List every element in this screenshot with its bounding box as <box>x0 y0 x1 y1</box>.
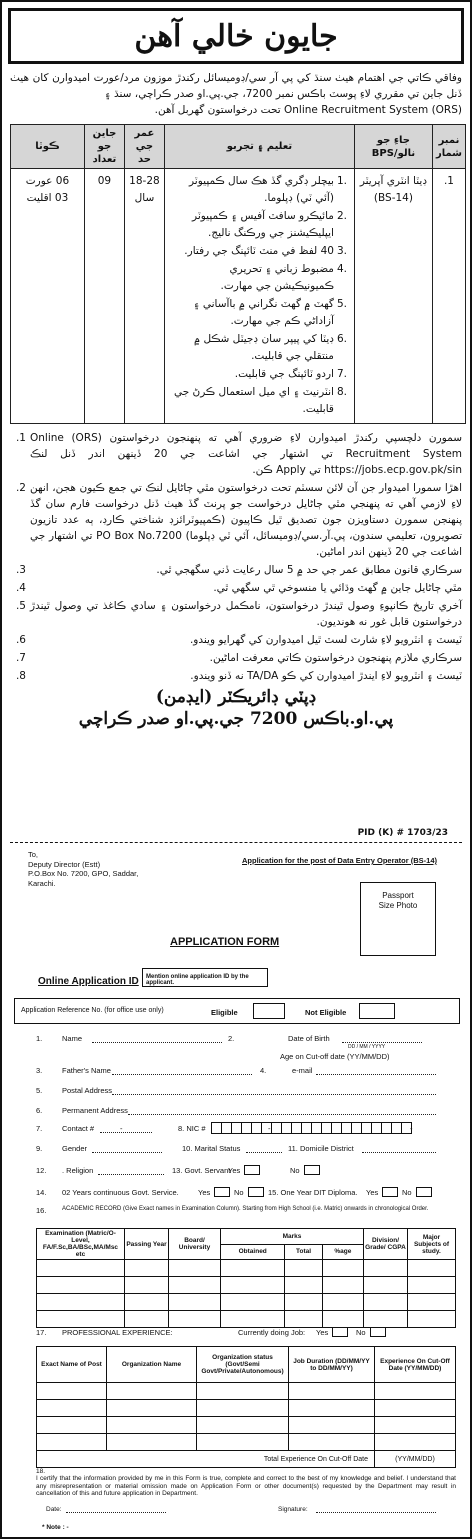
not-eligible-checkbox[interactable] <box>359 1003 395 1019</box>
govt-servant-yes-checkbox[interactable] <box>244 1165 260 1175</box>
intro-paragraph <box>2 64 470 122</box>
signature-label: Signature: <box>278 1506 308 1513</box>
religion-field[interactable] <box>98 1166 164 1175</box>
application-form: To, Deputy Director (Estt) P.O.Box No. 7200, GPO, Saddar, Karachi. Application for the post of Data Entry Operator (BS-14) Passport Size Photo APPLICATION FORM Online Application ID Mention online application ID by the applicant. Application Reference No. (for office use only) Eligible Not Eligible 1. Name 2. Date of Birth DD / MM / YYYY Age on Cut-off date (YY/MM/DD) 3. Father's Name 4. e-mail 5. Postal Address 6. Permanent Address 7. Contact # - 8. NIC # - - 9. Gender 10. Marital Status 11. Domicile District 12. . Religion 13. Govt. Servant Yes No 14. 02 Years continuous Govt. Service. Yes No 15. One Year DIT Diploma. Yes No 16. ACADEMIC RECORD (Give Exact names in Examination Column). Starting from High School (i.e. Matric) onwards in chronological Order. Examination (Matric/O-Level, FA/F.Sc,BA/BSc,MA/Msc etc Passing Year Board/ University Marks Division/ Grade/ CGPA Major Subjects of study. Obtained Total %age 17. PROFESSIONAL EXPERIENCE: Currently doing Job: Yes No Exact Name of Post Organization Name Organization status (Govt/Semi Govt/Private/Autonomous) Job Duration (DD/MM/YY to DD/MM/YY) Experience On Cut-Off Date (YY/MM/DD) Total Experience On Cut-Off Date (YY/MM/DD) 18. I certify that the information provided by me in this Form is true, complete and correct to the best of my knowledge and belief. I understand that any misrepresentation or material omission made on Application Form or other document(s) requested by the Department may result in cancellation of this and future application in Department. Date: Signature: * Note : - <box>2 848 472 1538</box>
list-item: .4 مٿي ڄاڻايل جاين ۾ گهٽ وڌائي يا منسوخي ٿي سگهي ٿي. <box>15 582 462 594</box>
table-row[interactable] <box>37 1383 456 1400</box>
row-age-cutoff <box>2 1052 472 1066</box>
name-field[interactable] <box>92 1034 222 1043</box>
table-row[interactable] <box>37 1294 456 1311</box>
row-permanent: 6. Permanent Address <box>2 1106 472 1120</box>
passport-photo-box[interactable]: Passport Size Photo <box>360 882 436 956</box>
govt-servant-no-checkbox[interactable] <box>304 1165 320 1175</box>
row-age: 18-28 سال <box>124 169 164 424</box>
quota-women: 06 عورت <box>25 175 70 187</box>
signature-field[interactable] <box>316 1504 436 1513</box>
signatory-address: پي.او.باڪس 7200 جي.پي.او صدر ڪراچي <box>78 709 394 729</box>
form-title: APPLICATION FORM <box>170 936 280 948</box>
signature-block <box>2 686 470 730</box>
eligible-checkbox[interactable] <box>253 1003 285 1019</box>
list-item: .2 اهڙا سمورا اميدوار جن آن لائن سسٽم تحت درخواستون مٿي ڄاڻايل لنڪ تي جمع ڪيون هجن، انهن لاءِ لازمي آهي ته پنهنجي مٿي ڄاڻايل درخواست جو پرنٽ گڏ هيٺ ڏنل درخواست فارم سان گڏ پنهنجن سمورن دستاويزن جون تصديق ٿيل ڪاپيون (ڪمپيوٽرائزڊ شناختي ڪارڊ، ٻه عدد تازيون تصويرون، تعليمي سندون، پي.آر.سي/ڊوميسائل، آئي ٽي ڊپلوما) PO Box No.7200 تي اشتهار جي اشاعت جي 20 ڏينهن اندر اماڻين. <box>15 482 462 558</box>
list-item: .8 انٽرنيٽ ۽ اي ميل استعمال ڪرڻ جي قابليت. <box>173 386 347 415</box>
form-address: To, Deputy Director (Estt) P.O.Box No. 7200, GPO, Saddar, Karachi. <box>28 850 139 888</box>
dob-field[interactable] <box>342 1034 422 1043</box>
signatory-title: ڊپٽي ڊائريڪٽر (ايڊمن) <box>155 687 317 707</box>
table-row[interactable] <box>37 1277 456 1294</box>
qualification-list <box>168 173 351 418</box>
headline-title: جايون خالي آهن <box>134 18 338 54</box>
row-post <box>354 169 432 424</box>
table-row[interactable] <box>37 1434 456 1451</box>
experience-table: Exact Name of Post Organization Name Organization status (Govt/Semi Govt/Private/Autonomous) Job Duration (DD/MM/YY to DD/MM/YY) Experience On Cut-Off Date (YY/MM/DD) Total Experience On Cut-Off Date (YY/MM/DD) <box>36 1346 456 1468</box>
domicile-field[interactable] <box>362 1144 436 1153</box>
contact-field[interactable] <box>100 1124 152 1133</box>
intro-line-1: وفاقي ڪاتي جي اهتمام هيٺ سنڌ کي پي آر سي/ڊوميسائل رکندڙ موزون مرد/عورت اميدوارن کان <box>32 72 462 84</box>
table-row[interactable] <box>37 1417 456 1434</box>
instruction-list <box>2 424 470 684</box>
row-academic-heading: 16. ACADEMIC RECORD (Give Exact names in Examination Column). Starting from High School (i.e. Matric) onwards in chronological Order. <box>36 1206 429 1215</box>
header-count: جاين جو تعداد <box>84 125 124 169</box>
intro-line-2: هيٺ ڏنل جاين تي مقرري لاءِ پوسٽ باڪس نمبر 7200، جي.پي.او صدر ڪراچي، سنڌ ۽ <box>10 72 462 100</box>
job-no-checkbox[interactable] <box>370 1327 386 1337</box>
list-item: .8 ٽيسٽ ۽ انٽرويو لاءِ ايندڙ اميدوارن کي ڪو TA/DA نه ڏنو ويندو. <box>15 670 462 682</box>
post-bps: (BS-14) <box>373 192 413 204</box>
header-age: عمر جي حد <box>124 125 164 169</box>
row-qualifications <box>164 169 354 424</box>
post-name: ڊيٽا انٽري آپريٽر <box>359 175 428 187</box>
list-item: .6 ڊيٽا کي پيپر سان ڊجيٽل شڪل ۾ منتقلي جي قابليت. <box>193 333 347 362</box>
header-quota: ڪوٽا <box>11 125 85 169</box>
father-name-field[interactable] <box>112 1066 252 1075</box>
row-service: 14. 02 Years continuous Govt. Service. Yes No 15. One Year DIT Diploma. Yes No <box>2 1188 472 1202</box>
eligible-label: Eligible <box>211 1008 238 1017</box>
list-item: .2 مائيڪرو سافٽ آفيس ۽ ڪمپيوٽر ايپليڪيشنز جي ورڪنگ ناليج. <box>192 210 347 239</box>
date-label: Date: <box>46 1506 62 1513</box>
header-serial: نمبر شمار <box>432 125 465 169</box>
declaration-text: I certify that the information provided by me in this Form is true, complete and correct to the best of my knowledge and belief. I understand that any misrepresentation or material omission made on Application Form or other document(s) requested by the Department may result in cancellation of this and future application in Department. <box>36 1475 456 1497</box>
row-postal: 5. Postal Address <box>2 1086 472 1100</box>
academic-table: Examination (Matric/O-Level, FA/F.Sc,BA/BSc,MA/Msc etc Passing Year Board/ University Marks Division/ Grade/ CGPA Major Subjects of study. Obtained Total %age <box>36 1228 456 1328</box>
reference-label: Application Reference No. (for office use only) <box>21 1007 164 1014</box>
dit-no-checkbox[interactable] <box>416 1187 432 1197</box>
headline-banner <box>8 8 464 64</box>
list-item: .6 ٽيسٽ ۽ انٽرويو لاءِ شارٽ لسٽ ٿيل اميدوارن کي گهرايو ويندو. <box>15 634 462 646</box>
row-professional: 17. PROFESSIONAL EXPERIENCE: Currently doing Job: Yes No <box>2 1328 472 1342</box>
list-item: .7 سرڪاري ملازم پنهنجون درخواستون ڪاتي معرفت اماڻين. <box>15 652 462 664</box>
pid-number: PID (K) # 1703/23 <box>357 828 448 838</box>
permanent-address-field[interactable] <box>128 1106 436 1115</box>
list-item: .3 سرڪاري قانون مطابق عمر جي حد ۾ 5 سال رعايت ڏني سگهجي ٿي. <box>15 564 462 576</box>
list-item: .3 40 لفظ في منٽ ٽائپنگ جي رفتار. <box>184 245 347 257</box>
jobs-table <box>10 124 466 424</box>
header-post: جاءِ جو نالو/BPS <box>354 125 432 169</box>
row-quota <box>11 169 85 424</box>
row-gender: 9. Gender 10. Marital Status 11. Domicile District <box>2 1144 472 1158</box>
note-label: * Note : - <box>42 1524 69 1531</box>
list-item: .7 اردو ٽائپنگ جي قابليت. <box>234 368 347 380</box>
date-field[interactable] <box>66 1504 166 1513</box>
nic-cells[interactable] <box>212 1122 412 1134</box>
service-no-checkbox[interactable] <box>248 1187 264 1197</box>
list-item: .5 آخري تاريخ ڪانپوءِ وصول ٿيندڙ درخواستون، نامڪمل درخواستون ۽ سادي ڪاغذ تي وصول ٿيندڙ درخواستون قابل غور نه هونديون. <box>15 600 462 628</box>
total-experience-row[interactable]: Total Experience On Cut-Off Date (YY/MM/DD) <box>37 1451 456 1468</box>
quota-minority: 03 اقليت <box>26 192 69 204</box>
list-item: .1 سمورن دلچسپي رکندڙ اميدوارن لاءِ ضروري آهي ته پنهنجون درخواستون Online (ORS) Recruitment System تي اشتهار جي اشاعت جي 20 ڏينهن اندر ڏنل لنڪ https://jobs.ecp.gov.pk/sin تي Apply ڪن. <box>15 432 463 476</box>
online-id-field[interactable]: Mention online application ID by the applicant. <box>142 968 268 987</box>
jobs-table-header <box>11 125 466 169</box>
row-count: 09 <box>84 169 124 424</box>
intro-line-3: Online Recruitment System (ORS) تحت درخواستون گهربل آهن. <box>154 104 462 116</box>
postal-address-field[interactable] <box>112 1086 436 1095</box>
email-field[interactable] <box>316 1066 436 1075</box>
gender-field[interactable] <box>92 1144 162 1153</box>
table-row[interactable] <box>37 1400 456 1417</box>
list-item: .1 بيچلر ڊگري گڏ هڪ سال ڪمپيوٽر (آئي ٽي) ڊپلوما. <box>189 175 347 204</box>
table-row[interactable] <box>37 1260 456 1277</box>
row-religion: 12. . Religion 13. Govt. Servant Yes No <box>2 1166 472 1180</box>
dit-yes-checkbox[interactable] <box>382 1187 398 1197</box>
age-cutoff-label: Age on Cut-off date (YY/MM/DD) <box>280 1052 390 1061</box>
job-yes-checkbox[interactable] <box>332 1327 348 1337</box>
row-contact: 7. Contact # - 8. NIC # - - <box>36 1124 413 1133</box>
reference-box <box>14 998 460 1024</box>
not-eligible-label: Not Eligible <box>305 1008 347 1017</box>
application-post: Application for the post of Data Entry Operator (BS-14) <box>242 856 438 865</box>
table-row[interactable] <box>37 1311 456 1328</box>
list-item: .4 مضبوط زباني ۽ تحريري ڪميونيڪيشن جي مهارت. <box>220 263 347 292</box>
cut-line-divider <box>10 842 462 843</box>
table-row <box>11 169 466 424</box>
row-father: 3. Father's Name 4. e-mail <box>2 1066 472 1080</box>
header-qualification: تعليم ۽ تجربو <box>164 125 354 169</box>
row-serial: 1. <box>432 169 465 424</box>
list-item: .5 گهٽ ۾ گهٽ نگراني ۾ باآساني ۽ آزاداڻي ڪم جي مهارت. <box>193 298 347 327</box>
online-id-label: Online Application ID <box>38 976 139 987</box>
service-yes-checkbox[interactable] <box>214 1187 230 1197</box>
row-name: 1. Name 2. Date of Birth DD / MM / YYYY <box>2 1034 472 1048</box>
marital-status-field[interactable] <box>246 1144 282 1153</box>
